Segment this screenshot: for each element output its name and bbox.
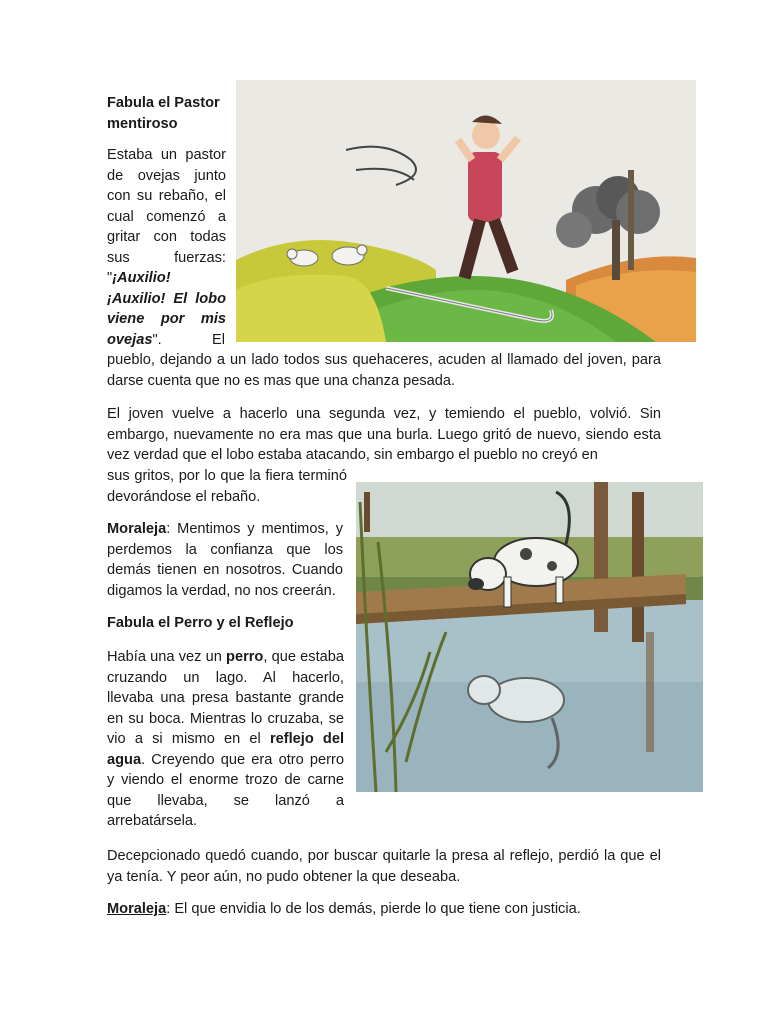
fable1-moral-label: Moraleja xyxy=(107,521,167,537)
fable1-intro-text: Estaba un pastor de ovejas junto con su rebaño, el cual comenzó a gritar con todas sus fuerzas: xyxy=(107,147,226,266)
dog-drawing xyxy=(356,482,703,792)
fable2-moral-text: : El que envidia lo de los demás, pierde lo que tiene con justicia. xyxy=(166,901,581,917)
fable2-paragraph xyxy=(107,647,344,832)
fable1-moral-text: : Mentimos y mentimos, y perdemos la confianza que los demás tienen en nosotros. Cuando digamos la verdad, no nos creerán. xyxy=(107,521,343,599)
fable2-paragraph2: Decepcionado quedó cuando, por buscar quitarle la presa al reflejo, perdió la que el ya tenía. Y peor aún, no pudo obtener la que deseaba. xyxy=(107,848,661,885)
fable1-el-word: El xyxy=(212,332,225,348)
shepherd-drawing xyxy=(236,80,696,342)
quote-open: " xyxy=(107,270,113,286)
fable2-title: Fabula el Perro y el Reflejo xyxy=(107,615,294,631)
dog-illustration xyxy=(356,482,703,792)
fable2-bold-perro: perro xyxy=(226,649,264,665)
fable1-continuation: pueblo, dejando a un lado todos sus quehaceres, acuden al llamado del joven, para darse cuenta que no es mas que una chanza pesada. xyxy=(107,352,661,389)
fable2-moral-label: Moraleja xyxy=(107,901,167,917)
quote-close: ". xyxy=(152,331,162,348)
fable2-moral xyxy=(107,899,661,920)
shepherd-illustration xyxy=(236,80,696,342)
fable1-shout: ¡Auxilio! ¡Auxilio! El lobo viene por mis ovejas xyxy=(107,270,226,348)
fable1-paragraph2-tail: sus gritos, por lo que la fiera terminó devorándose el rebaño. xyxy=(107,468,347,505)
fable2-text-a: Había una vez un xyxy=(107,649,227,665)
fable2-bold-reflejo: reflejo del agua xyxy=(107,731,344,768)
fable1-intro-paragraph xyxy=(107,145,226,350)
fable2-text-c: . Creyendo que era otro perro y viendo el enorme trozo de carne que llevaba, se lanzó a arrebatársela. xyxy=(107,751,344,829)
fable2-text-b: , que estaba cruzando un lago. Al hacerlo, llevaba una presa bastante grande en su boca. Mientras lo cruzaba, se vio a si mismo en el xyxy=(107,649,344,747)
fable1-paragraph2: El joven vuelve a hacerlo una segunda vez, y temiendo el pueblo, volvió. Sin embargo, nuevamente no era mas que una burla. Luego gritó de nuevo, siendo esta vez verdad que el lobo estaba atacando, sin embargo el pueblo no creyó en xyxy=(107,406,661,463)
fable1-title: Fabula el Pastor mentiroso xyxy=(107,95,220,132)
fable1-moral xyxy=(107,519,343,601)
